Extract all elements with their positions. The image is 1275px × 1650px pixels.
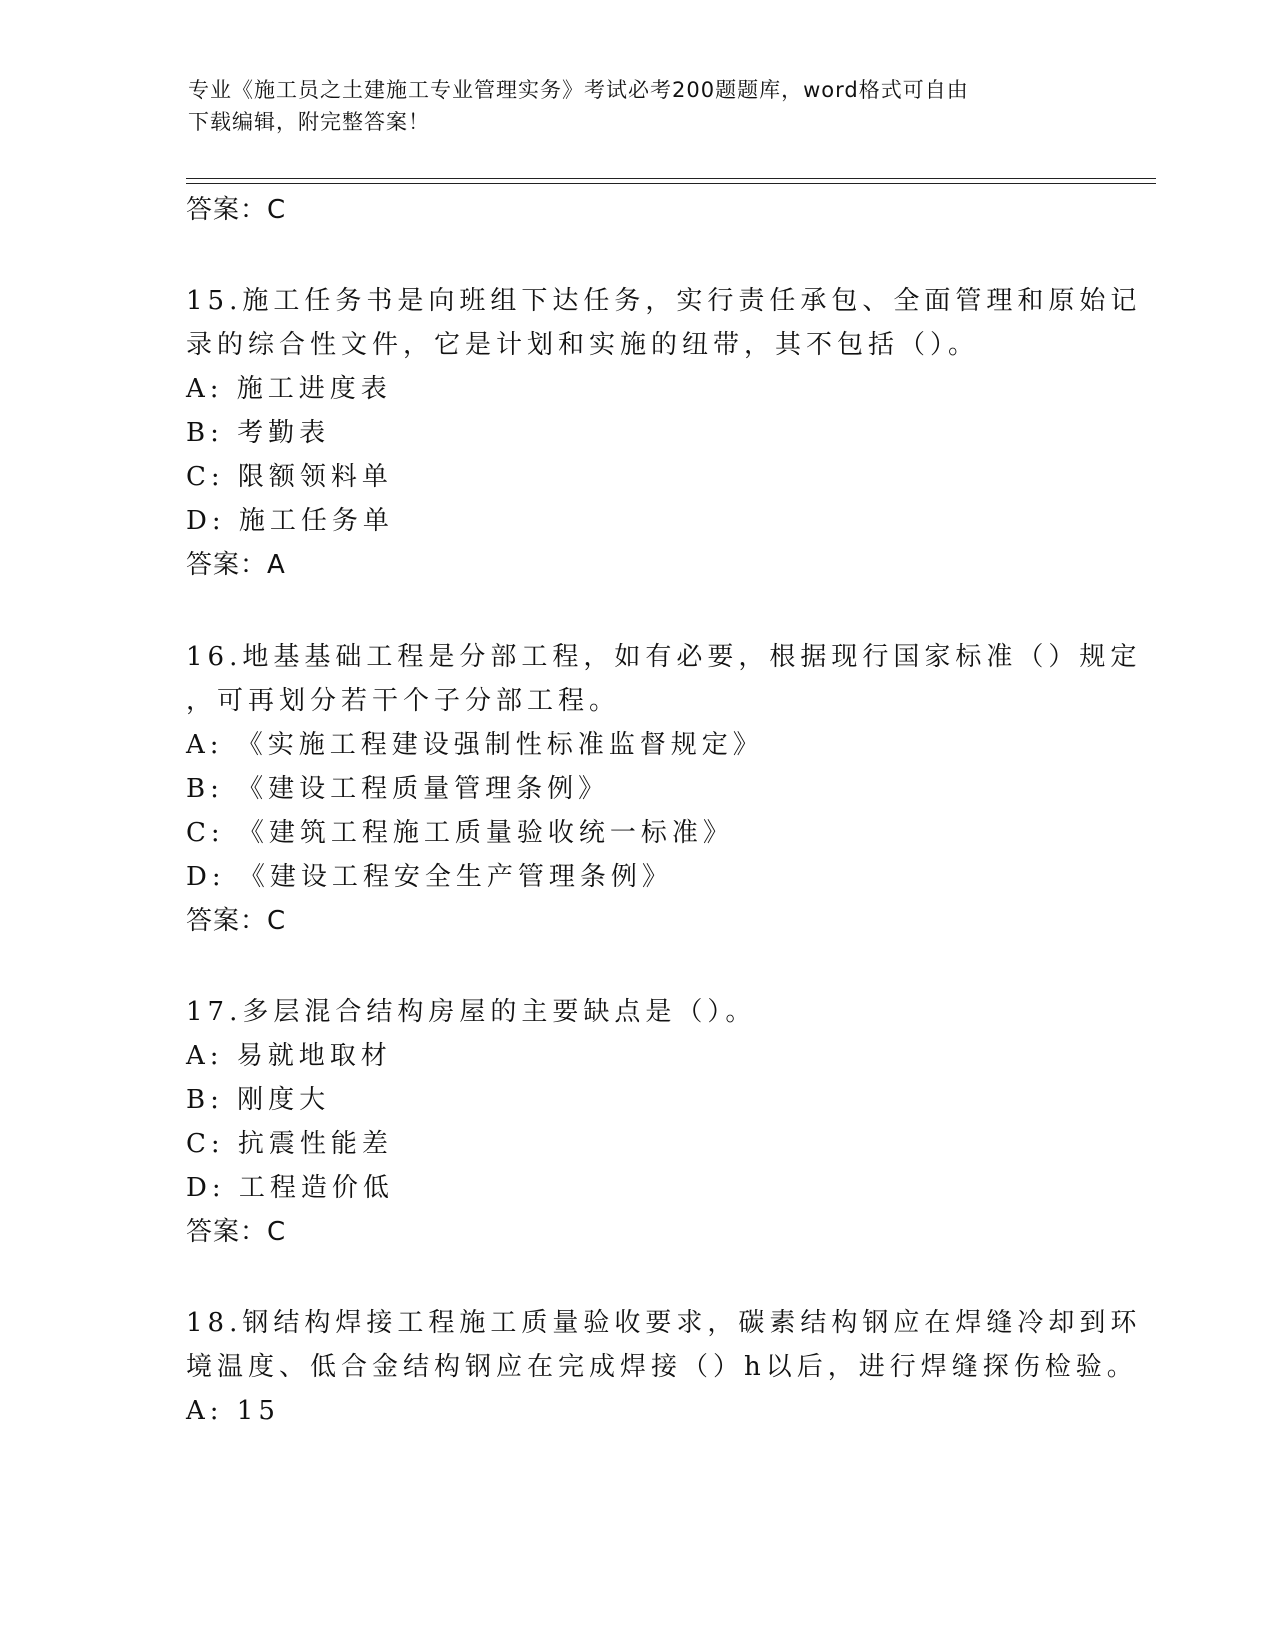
question-17-option-c: C: 抗震性能差 — [186, 1129, 393, 1159]
question-16-option-d: D: 《建设工程安全生产管理条例》 — [186, 862, 673, 892]
question-15-line-2: 录的综合性文件，它是计划和实施的纽带，其不包括（）。 — [186, 330, 980, 360]
header-line-2: 下载编辑，附完整答案！ — [188, 110, 430, 134]
question-17-option-b: B: 刚度大 — [186, 1085, 331, 1115]
question-18-line-2: 境温度、低合金结构钢应在完成焊接（）h以后，进行焊缝探伤检验。 — [186, 1352, 1138, 1382]
question-16-line-2: ，可再划分若干个子分部工程。 — [186, 686, 621, 716]
header-line-1: 专业《施工员之土建施工专业管理实务》考试必考200题题库，word格式可自由 — [188, 78, 969, 102]
document-header — [188, 74, 1088, 138]
header-divider-bottom — [186, 183, 1156, 184]
question-17-option-a: A: 易就地取材 — [186, 1041, 392, 1071]
question-15-answer: 答案：A — [186, 550, 286, 580]
previous-answer: 答案：C — [186, 195, 287, 225]
question-15-line-1: 15.施工任务书是向班组下达任务，实行责任承包、全面管理和原始记 — [186, 286, 1142, 316]
question-17-option-d: D: 工程造价低 — [186, 1173, 394, 1203]
question-15-option-a: A: 施工进度表 — [186, 374, 392, 404]
question-17-answer: 答案：C — [186, 1217, 287, 1247]
question-15-option-c: C: 限额领料单 — [186, 462, 393, 492]
question-16-answer: 答案：C — [186, 906, 287, 936]
question-16-option-a: A: 《实施工程建设强制性标准监督规定》 — [186, 730, 764, 760]
question-16-option-b: B: 《建设工程质量管理条例》 — [186, 774, 610, 804]
question-15-option-b: B: 考勤表 — [186, 418, 331, 448]
question-16-option-c: C: 《建筑工程施工质量验收统一标准》 — [186, 818, 734, 848]
header-divider-top — [186, 178, 1156, 179]
question-15-option-d: D: 施工任务单 — [186, 506, 394, 536]
question-16-line-1: 16.地基基础工程是分部工程，如有必要，根据现行国家标准（）规定 — [186, 642, 1142, 672]
question-18-option-a: A: 15 — [186, 1396, 280, 1426]
question-17-line-1: 17.多层混合结构房屋的主要缺点是（）。 — [186, 997, 757, 1027]
question-18-line-1: 18.钢结构焊接工程施工质量验收要求，碳素结构钢应在焊缝冷却到环 — [186, 1308, 1142, 1338]
